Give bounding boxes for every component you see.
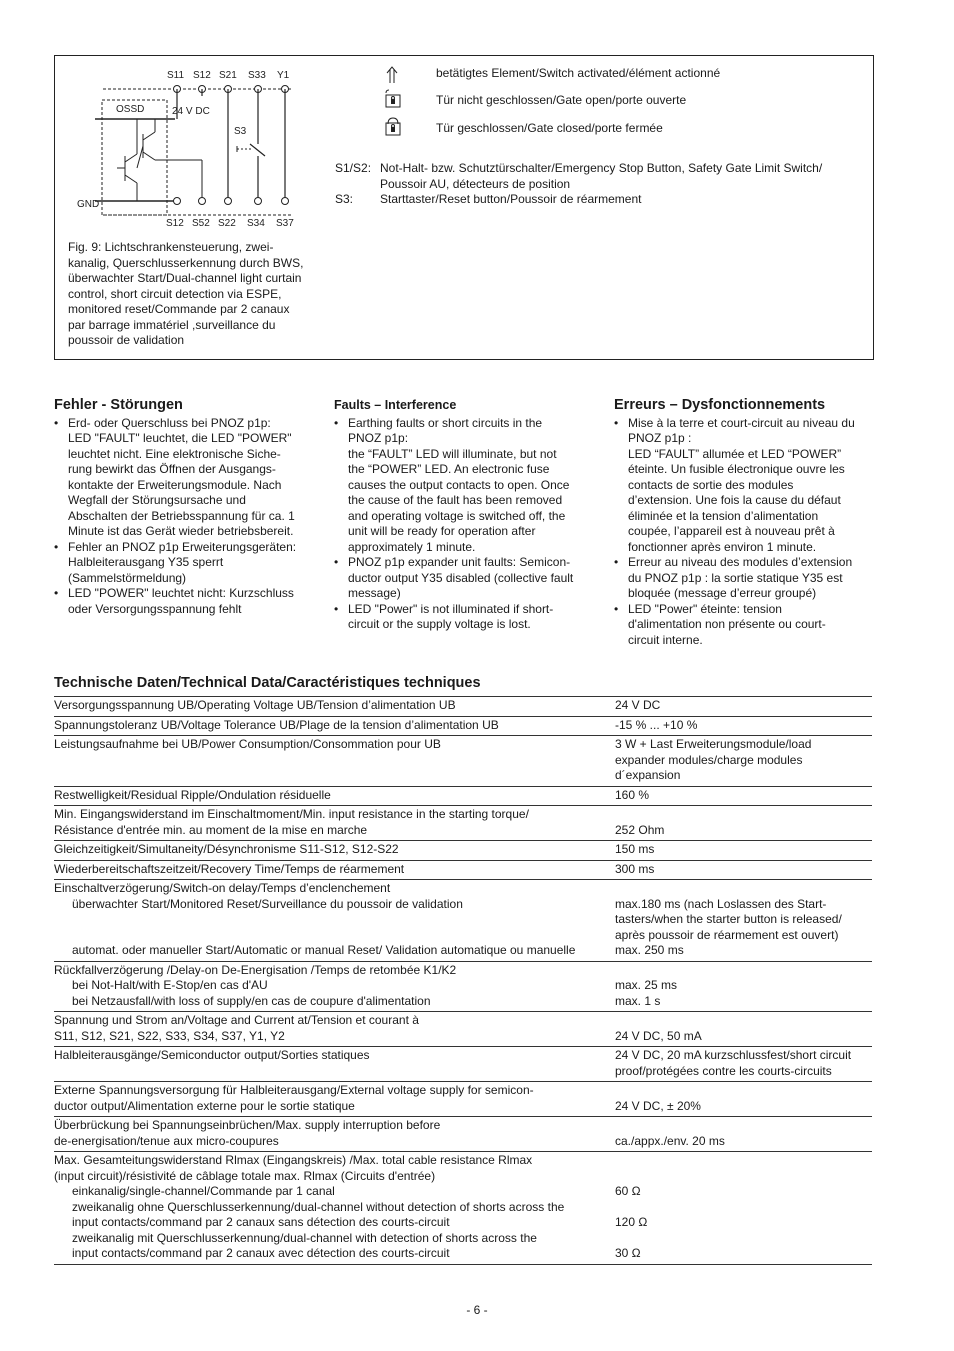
list-item-line: Abschalten der Betriebsspannung für ca. 1 — [68, 508, 295, 523]
parameter-text: input contacts/command par 2 canaux sans détection des courts-circuit — [72, 1215, 450, 1229]
value-cell — [615, 1083, 872, 1114]
parameter-text: Einschaltverzögerung/Switch-on delay/Temps d’enclenchement — [54, 881, 391, 895]
parameter-cell — [54, 842, 615, 858]
parameter-cell — [54, 1083, 615, 1114]
caption-line: par barrage immatériel ,surveillance du — [68, 317, 276, 332]
value-cell — [615, 737, 872, 784]
value-text: 120 Ω — [615, 1215, 648, 1229]
list-item-line: the “POWER” LED. An electronic fuse — [348, 462, 550, 476]
value-text — [615, 1231, 872, 1247]
list-item — [614, 555, 879, 602]
terminal-bottom-label: S22 — [218, 218, 236, 229]
faults-en-section — [334, 398, 599, 633]
list-item-line: Wegfall der Störungsursache und — [68, 493, 246, 507]
definition-s3 — [335, 192, 822, 208]
value-cell — [615, 698, 872, 714]
list-item-line: circuit interne. — [628, 632, 703, 647]
table-row — [54, 879, 872, 961]
table-row — [54, 1046, 872, 1081]
value-text: après poussoir de réarmement est ouvert) — [615, 927, 839, 942]
table-row — [54, 805, 872, 840]
list-item-line: causes the output contacts to open. Once — [348, 477, 570, 492]
list-item-line: ductor output Y35 disabled (collective fault — [348, 570, 574, 585]
parameter-text: Überbrückung bei Spannungseinbrüchen/Max. supply interruption before — [54, 1118, 441, 1132]
caption-line: poussoir de validation — [68, 333, 185, 347]
caption-line: monitored reset/Commande par 2 canaux — [68, 302, 290, 316]
list-item-line: • Erreur au niveau des modules d’extension — [628, 555, 853, 569]
value-text: 150 ms — [615, 842, 655, 856]
list-item-line: fonctionner après environ 1 minute. — [628, 539, 817, 554]
value-text: 24 V DC — [615, 698, 661, 712]
parameter-text: ductor output/Alimentation externe pour le sortie statique — [54, 1098, 355, 1113]
value-cell — [615, 1048, 872, 1079]
parameter-cell — [54, 1118, 615, 1149]
table-row — [54, 1081, 872, 1116]
value-text — [615, 1169, 872, 1185]
list-item-line: coupée, l’appareil est à nouveau prêt à — [628, 524, 835, 538]
parameter-text: Versorgungsspannung UB/Operating Voltage UB/Tension d’alimentation UB — [54, 698, 456, 712]
terminal-bottom-label: S37 — [276, 218, 294, 229]
legend-text: betätigtes Element/Switch activated/élément actionné — [436, 66, 721, 80]
value-text: 24 V DC, 20 mA kurzschlussfest/short circuit — [615, 1048, 852, 1062]
table-row — [54, 1011, 872, 1046]
caption-line: überwachter Start/Dual-channel light curtain — [68, 271, 302, 285]
list-item-line: (Sammelstörmeldung) — [68, 570, 187, 585]
list-item-line: • LED "Power" éteinte: tension — [628, 601, 782, 616]
list-item-line: • PNOZ p1p expander unit faults: Semicon- — [348, 555, 571, 569]
value-text — [615, 1013, 872, 1029]
list-item-line: message) — [348, 586, 401, 600]
table-row — [54, 1116, 872, 1151]
value-cell — [615, 718, 872, 734]
value-text: 30 Ω — [615, 1246, 641, 1260]
value-text: tasters/when the starter button is released/ — [615, 912, 842, 926]
list-item-line: PNOZ p1p : — [628, 431, 692, 445]
list-item-line: contacts de sortie des modules — [628, 477, 794, 492]
list-item — [614, 416, 879, 556]
parameter-cell — [54, 698, 615, 714]
value-cell — [615, 1118, 872, 1149]
parameter-text: automat. oder manueller Start/Automatic or manual Reset/ Validation automatique ou manuelle — [72, 943, 576, 957]
value-cell — [615, 788, 872, 804]
list-item-line: d'alimentation non présente ou court- — [628, 617, 826, 631]
gate-closed-icon — [384, 117, 402, 137]
parameter-text: Spannung und Strom an/Voltage and Current at/Tension et courant à — [54, 1013, 419, 1027]
legend-text: Tür nicht geschlossen/Gate open/porte ouverte — [436, 93, 687, 107]
list-item-line: du PNOZ p1p : la sortie statique Y35 est — [628, 570, 843, 585]
switch-definitions — [335, 161, 822, 208]
parameter-cell — [54, 1153, 615, 1262]
section-heading: Faults – Interference — [334, 398, 457, 412]
parameter-text: bei Netzausfall/with loss of supply/en cas de coupure d'alimentation — [72, 993, 431, 1008]
parameter-text: Rückfallverzögerung /Delay-on De-Energisation /Temps de retombée K1/K2 — [54, 962, 457, 977]
value-cell — [615, 1153, 872, 1262]
value-text: max.180 ms (nach Loslassen des Start- — [615, 896, 827, 911]
list-item-line: • LED "POWER" leuchtet nicht: Kurzschluss — [68, 586, 294, 600]
list-item-line: bloquée (message d’erreur groupé) — [628, 586, 817, 600]
list-item-line: rung bewirkt das Öffnen der Ausgangs- — [68, 462, 276, 476]
list-item-line: • Erd- oder Querschluss bei PNOZ p1p: — [68, 415, 271, 430]
parameter-text: Leistungsaufnahme bei UB/Power Consumption/Consommation pour UB — [54, 737, 441, 751]
faults-fr-section — [614, 398, 879, 648]
value-text: max. 25 ms — [615, 978, 678, 992]
definition-text: Starttaster/Reset button/Poussoir de réarmement — [380, 192, 642, 206]
value-text — [615, 1153, 872, 1169]
list-item-line: Halbleiterausgang Y35 sperrt — [68, 555, 224, 569]
parameter-text: überwachter Start/Monitored Reset/Surveillance du poussoir de validation — [72, 896, 463, 911]
parameter-cell — [54, 881, 615, 959]
table-row — [54, 840, 872, 860]
parameter-cell — [54, 1048, 615, 1079]
table-row — [54, 961, 872, 1012]
parameter-text: Spannungstoleranz UB/Voltage Tolerance UB/Plage de la tension d’alimentation UB — [54, 717, 499, 732]
parameter-cell — [54, 788, 615, 804]
terminal-top-label: S21 — [219, 70, 237, 81]
parameter-text: zweikanalig ohne Querschlusserkennung/dual-channel without detection of shorts across the — [72, 1199, 565, 1214]
list-item — [54, 586, 319, 617]
wiring-diagram — [55, 56, 335, 236]
terminal-top-label: S33 — [248, 70, 266, 81]
definition-key: S1/S2: — [335, 161, 372, 175]
list-item-line: LED “FAULT” allumée et LED “POWER” — [628, 446, 842, 461]
terminal-top-label: S12 — [193, 70, 211, 81]
value-text: -15 % ... +10 % — [615, 717, 698, 732]
list-item-line: the cause of the fault has been removed — [348, 493, 563, 507]
legend-text: Tür geschlossen/Gate closed/porte fermée — [436, 121, 663, 135]
list-item — [54, 416, 319, 540]
table-row — [54, 786, 872, 806]
value-text: 160 % — [615, 787, 650, 802]
list-item-line: éliminée et la tension d’alimentation — [628, 508, 819, 523]
parameter-text: Résistance d'entrée min. au moment de la mise en marche — [54, 822, 368, 837]
list-item-line: • Mise à la terre et court-circuit au niveau du — [628, 415, 855, 430]
parameter-text: Max. Gesamteitungswiderstand Rlmax (Eingangskreis) /Max. total cable resistance Rlmax — [54, 1153, 533, 1167]
tech-data-title: Technische Daten/Technical Data/Caractéristiques techniques — [54, 675, 481, 691]
list-item — [334, 602, 599, 633]
terminal-bottom-label: S34 — [247, 218, 265, 229]
list-item-line: kontakte der Erweiterungsmodule. Nach — [68, 477, 282, 492]
value-cell — [615, 862, 872, 878]
parameter-text: input contacts/command par 2 canaux avec détection des courts-circuit — [72, 1246, 450, 1260]
value-text — [615, 1200, 872, 1216]
ossd-label: OSSD — [116, 104, 145, 115]
list-item — [614, 602, 879, 649]
list-item-line: éteinte. Un fusible électronique ouvre les — [628, 462, 845, 476]
value-text — [615, 963, 872, 979]
parameter-text — [54, 912, 615, 928]
parameter-text: (input circuit)/résistivité de câblage totale max. Rlmax (Circuits d'entrée) — [54, 1168, 436, 1183]
parameter-cell — [54, 807, 615, 838]
parameter-text: Externe Spannungsversorgung für Halbleiterausgang/External voltage supply for semicon- — [54, 1083, 534, 1097]
parameter-text: S11, S12, S21, S22, S33, S34, S37, Y1, Y2 — [54, 1028, 285, 1043]
list-item — [334, 416, 599, 556]
parameter-cell — [54, 963, 615, 1010]
caption-line: Fig. 9: Lichtschrankensteuerung, zwei- — [68, 240, 274, 254]
value-text: max. 250 ms — [615, 943, 684, 957]
value-cell — [615, 807, 872, 838]
switch-activated-icon — [384, 66, 400, 84]
caption-line: kanalig, Querschlusserkennung durch BWS, — [68, 255, 304, 270]
value-text: ca./appx./env. 20 ms — [615, 1133, 725, 1148]
list-item-line: unit will be ready for operation after — [348, 524, 536, 538]
list-item-line: • Fehler an PNOZ p1p Erweiterungsgeräten: — [68, 539, 297, 554]
list-item-line: approximately 1 minute. — [348, 539, 476, 554]
value-text: 300 ms — [615, 861, 655, 876]
table-row — [54, 735, 872, 786]
value-text: d´expansion — [615, 768, 681, 782]
parameter-text: zweikanalig mit Querschlusserkennung/dual-channel with detection of shorts across the — [72, 1230, 537, 1245]
terminal-top-label: S11 — [167, 70, 185, 81]
list-item-line: and operating voltage is switched off, the — [348, 508, 566, 523]
faults-fr-list — [614, 416, 879, 649]
table-row — [54, 860, 872, 880]
value-text: expander modules/charge modules — [615, 752, 803, 767]
list-item-line: d’extension. Une fois la cause du défaut — [628, 493, 841, 507]
parameter-text: Halbleiterausgänge/Semiconductor output/Sorties statiques — [54, 1048, 370, 1062]
list-item — [334, 555, 599, 602]
list-item-line: leuchtet nicht. Eine elektronische Siche- — [68, 446, 281, 461]
faults-de-section — [54, 398, 319, 617]
value-text — [615, 881, 872, 897]
list-item-line: • LED "Power" is not illuminated if short- — [348, 601, 554, 616]
value-cell — [615, 963, 872, 1010]
value-cell — [615, 842, 872, 858]
list-item-line: the “FAULT” LED will illuminate, but not — [348, 446, 557, 461]
value-text — [615, 1083, 872, 1099]
value-text: 3 W + Last Erweiterungsmodule/load — [615, 737, 812, 751]
terminal-top-label: Y1 — [277, 70, 290, 81]
definition-text: Not-Halt- bzw. Schutztürschalter/Emergency Stop Button, Safety Gate Limit Switch/ — [380, 161, 823, 175]
parameter-text: Restwelligkeit/Residual Ripple/Ondulation résiduelle — [54, 787, 331, 802]
parameter-text: bei Not-Halt/with E-Stop/en cas d'AU — [72, 978, 268, 992]
list-item-line: LED "FAULT" leuchtet, die LED "POWER" — [68, 431, 292, 445]
list-item-line: oder Versorgungsspannung fehlt — [68, 601, 242, 616]
table-row — [54, 716, 872, 736]
value-cell — [615, 1013, 872, 1044]
parameter-text: Gleichzeitigkeit/Simultaneity/Désynchronisme S11-S12, S12-S22 — [54, 842, 399, 856]
s3-label: S3 — [234, 126, 247, 137]
value-text: 24 V DC, 50 mA — [615, 1028, 702, 1043]
list-item — [54, 540, 319, 587]
parameter-cell — [54, 737, 615, 784]
gnd-label: GND — [77, 199, 100, 210]
parameter-text: Wiederbereitschaftszeitzeit/Recovery Time/Temps de réarmement — [54, 861, 405, 876]
caption-line: control, short circuit detection via ESPE, — [68, 286, 282, 301]
value-cell — [615, 881, 872, 959]
section-heading: Erreurs – Dysfonctionnements — [614, 397, 826, 413]
parameter-text: einkanalig/single-channel/Commande par 1 canal — [72, 1184, 335, 1198]
table-row — [54, 696, 872, 716]
parameter-text: Min. Eingangswiderstand im Einschaltmoment/Min. input resistance in the starting torque/ — [54, 807, 529, 821]
value-text: 252 Ohm — [615, 822, 665, 837]
parameter-text: de-energisation/tenue aux micro-coupures — [54, 1133, 279, 1148]
list-item-line: Minute ist das Gerät wieder betriebsbereit. — [68, 524, 294, 538]
value-text: 60 Ω — [615, 1184, 641, 1198]
tech-data-table — [54, 696, 872, 1265]
definition-key: S3: — [335, 192, 354, 206]
value-text: 24 V DC, ± 20% — [615, 1098, 701, 1113]
table-row — [54, 1151, 872, 1265]
page-number: - 6 - — [466, 1303, 488, 1317]
definition-text: Poussoir AU, détecteurs de position — [380, 176, 571, 191]
value-text — [615, 1118, 872, 1134]
gate-open-icon — [384, 89, 402, 109]
parameter-cell — [54, 718, 615, 734]
parameter-cell — [54, 862, 615, 878]
terminal-bottom-label: S12 — [166, 218, 184, 229]
faults-en-list — [334, 416, 599, 633]
list-item-line: PNOZ p1p: — [348, 431, 409, 445]
value-text: max. 1 s — [615, 993, 661, 1008]
faults-de-list — [54, 416, 319, 618]
list-item-line: • Earthing faults or short circuits in the — [348, 415, 543, 430]
value-text — [615, 807, 872, 823]
parameter-text — [54, 928, 615, 944]
parameter-cell — [54, 1013, 615, 1044]
voltage-label: 24 V DC — [172, 106, 210, 117]
section-heading: Fehler - Störungen — [54, 397, 183, 413]
figure-box — [54, 55, 874, 360]
terminal-bottom-label: S52 — [192, 218, 210, 229]
definition-s1s2 — [335, 161, 822, 192]
value-text: proof/protégées contre les courts-circuits — [615, 1063, 832, 1078]
figure-caption — [68, 240, 333, 349]
list-item-line: circuit or the supply voltage is lost. — [348, 617, 531, 631]
